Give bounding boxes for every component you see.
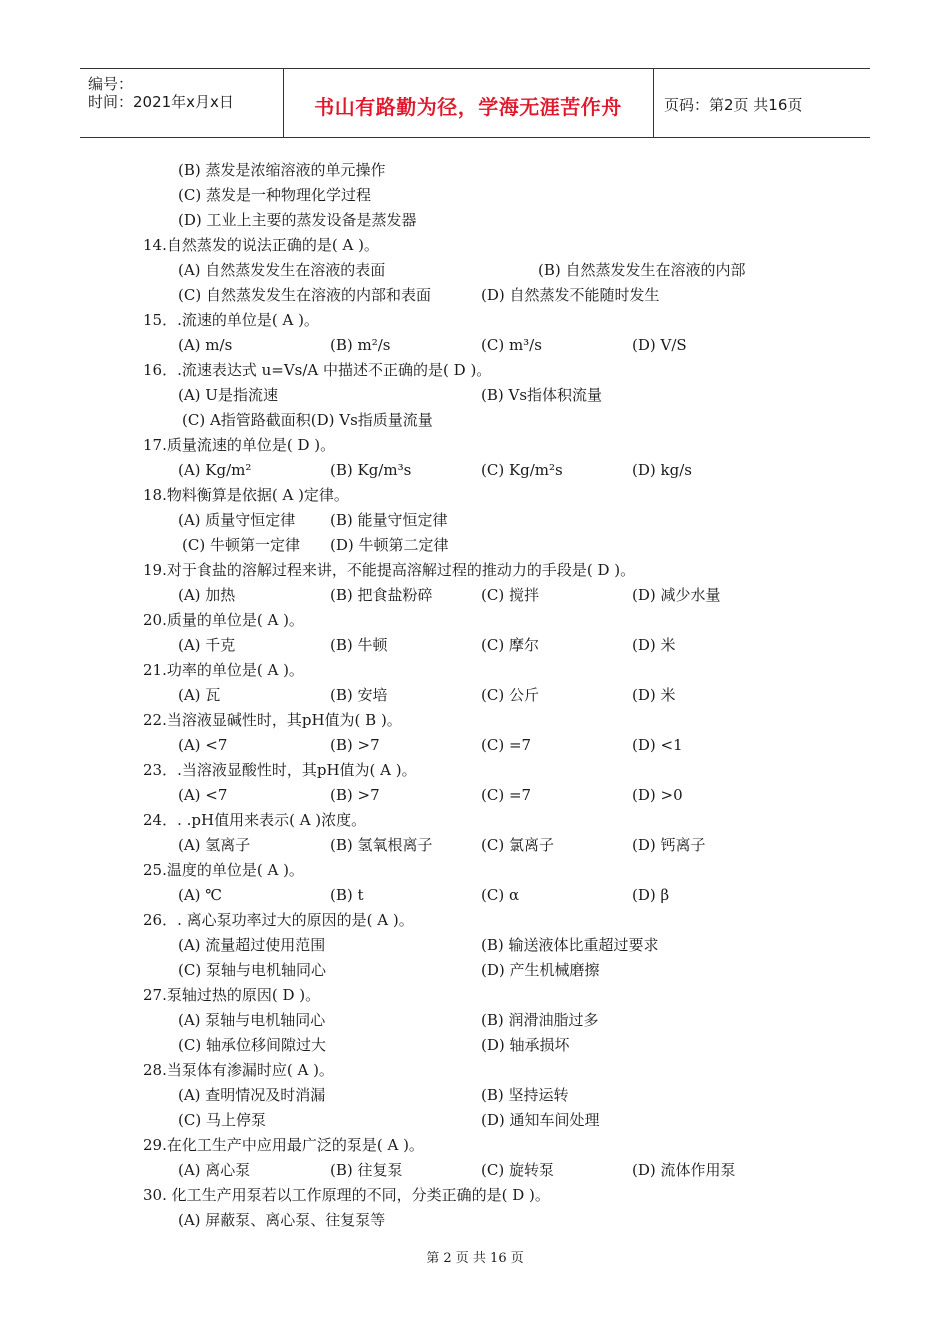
text-line: 24．. .pH值用来表示( A )浓度。 — [143, 811, 367, 829]
text-line: (D) >0 — [632, 786, 683, 804]
text-line: (C) m³/s — [481, 336, 542, 354]
text-line: (D) V/S — [632, 336, 687, 354]
text-line: (D) kg/s — [632, 461, 692, 479]
text-line: (A) 泵轴与电机轴同心 — [178, 1011, 326, 1029]
text-line: (B) 往复泵 — [330, 1161, 403, 1179]
text-line: (B) 安培 — [330, 686, 388, 704]
text-line: (B) 牛顿 — [330, 636, 388, 654]
text-line: (C) 氯离子 — [481, 836, 554, 854]
text-line: (D) 工业上主要的蒸发设备是蒸发器 — [178, 211, 417, 229]
text-line: 20.质量的单位是( A )。 — [143, 611, 304, 629]
text-line: (B) 润滑油脂过多 — [481, 1011, 599, 1029]
text-line: (C) 泵轴与电机轴同心 — [178, 961, 326, 979]
text-line: (B) Kg/m³s — [330, 461, 412, 479]
header-left-cell — [80, 69, 284, 137]
text-line: 23．.当溶液显酸性时，其pH值为( A )。 — [143, 761, 417, 779]
text-line: (C) A指管路截面积(D) Vs指质量流量 — [182, 411, 433, 429]
header-middle-cell — [283, 69, 654, 137]
text-line: 26．. 离心泵功率过大的原因的是( A )。 — [143, 911, 414, 929]
text-line: (A) 屏蔽泵、离心泵、往复泵等 — [178, 1211, 386, 1229]
text-line: (C) 牛顿第一定律 — [182, 536, 300, 554]
document-header — [80, 68, 870, 138]
text-line: (A) 质量守恒定律 — [178, 511, 296, 529]
text-line: (B) 氢氧根离子 — [330, 836, 433, 854]
text-line: (A) 自然蒸发发生在溶液的表面 — [178, 261, 386, 279]
text-line: (B) 能量守恒定律 — [330, 511, 448, 529]
text-line: (A) ℃ — [178, 886, 223, 904]
text-line: (C) 马上停泵 — [178, 1111, 266, 1129]
text-line: (A) 瓦 — [178, 686, 221, 704]
text-line: 14.自然蒸发的说法正确的是( A )。 — [143, 236, 379, 254]
text-line: (D) 减少水量 — [632, 586, 721, 604]
text-line: (C) 公斤 — [481, 686, 539, 704]
text-line: (A) <7 — [178, 786, 228, 804]
text-line: (A) U是指流速 — [178, 386, 278, 404]
text-line: 17.质量流速的单位是( D )。 — [143, 436, 336, 454]
text-line: 27.泵轴过热的原因( D )。 — [143, 986, 321, 1004]
text-line: (C) 搅拌 — [481, 586, 539, 604]
text-line: (B) >7 — [330, 786, 380, 804]
text-line: (A) 查明情况及时消漏 — [178, 1086, 326, 1104]
text-line: (D) <1 — [632, 736, 683, 754]
text-line: 28.当泵体有渗漏时应( A )。 — [143, 1061, 334, 1079]
text-line: (C) Kg/m²s — [481, 461, 563, 479]
text-line: (A) 千克 — [178, 636, 236, 654]
text-line: (A) 氢离子 — [178, 836, 251, 854]
text-line: (C) 旋转泵 — [481, 1161, 554, 1179]
text-line: (C) 轴承位移间隙过大 — [178, 1036, 326, 1054]
header-page-info: 页码：第2页 共16页 — [664, 96, 803, 114]
text-line: (C) α — [481, 886, 520, 904]
text-line: (A) Kg/m² — [178, 461, 252, 479]
text-line: (B) 把食盐粉碎 — [330, 586, 433, 604]
text-line: (D) 产生机械磨擦 — [481, 961, 600, 979]
text-line: 29.在化工生产中应用最广泛的泵是( A )。 — [143, 1136, 424, 1154]
text-line: (C) =7 — [481, 786, 532, 804]
text-line: (B) 自然蒸发发生在溶液的内部 — [538, 261, 746, 279]
header-right-cell — [654, 69, 870, 137]
text-line: (B) m²/s — [330, 336, 391, 354]
time-label: 时间：2021年x月x日 — [88, 93, 234, 111]
text-line: (B) >7 — [330, 736, 380, 754]
text-line: (A) 流量超过使用范围 — [178, 936, 326, 954]
text-line: (D) 自然蒸发不能随时发生 — [481, 286, 660, 304]
text-line: 19.对于食盐的溶解过程来讲，不能提高溶解过程的推动力的手段是( D )。 — [143, 561, 636, 579]
text-line: (C) 自然蒸发发生在溶液的内部和表面 — [178, 286, 431, 304]
page-footer: 第 2 页 共 16 页 — [426, 1251, 524, 1266]
text-line: (B) 坚持运转 — [481, 1086, 569, 1104]
text-line: (B) Vs指体积流量 — [481, 386, 603, 404]
text-line: 15．.流速的单位是( A )。 — [143, 311, 319, 329]
text-line: (D) 流体作用泵 — [632, 1161, 736, 1179]
text-line: (B) 输送液体比重超过要求 — [481, 936, 659, 954]
text-line: 22.当溶液显碱性时，其pH值为( B )。 — [143, 711, 402, 729]
text-line: (D) 钙离子 — [632, 836, 706, 854]
text-line: (D) 牛顿第二定律 — [330, 536, 449, 554]
text-line: (D) 米 — [632, 636, 676, 654]
text-line: (D) β — [632, 886, 670, 904]
header-motto: 书山有路勤为径，学海无涯苦作舟 — [314, 95, 622, 119]
text-line: (A) 离心泵 — [178, 1161, 251, 1179]
text-line: (B) 蒸发是浓缩溶液的单元操作 — [178, 161, 386, 179]
text-line: (A) m/s — [178, 336, 233, 354]
text-line: (D) 米 — [632, 686, 676, 704]
text-line: (C) 蒸发是一种物理化学过程 — [178, 186, 371, 204]
text-line: (B) t — [330, 886, 364, 904]
text-line: 25.温度的单位是( A )。 — [143, 861, 304, 879]
text-line: (C) 摩尔 — [481, 636, 539, 654]
number-label: 编号： — [88, 75, 134, 93]
text-line: (A) 加热 — [178, 586, 236, 604]
text-line: (D) 轴承损坏 — [481, 1036, 570, 1054]
text-line: 21.功率的单位是( A )。 — [143, 661, 304, 679]
text-line: 16．.流速表达式 u=Vs/A 中描述不正确的是( D )。 — [143, 361, 492, 379]
text-line: 30. 化工生产用泵若以工作原理的不同，分类正确的是( D )。 — [143, 1186, 550, 1204]
text-line: (C) =7 — [481, 736, 532, 754]
text-line: (A) <7 — [178, 736, 228, 754]
text-line: (D) 通知车间处理 — [481, 1111, 600, 1129]
text-line: 18.物料衡算是依据( A )定律。 — [143, 486, 349, 504]
